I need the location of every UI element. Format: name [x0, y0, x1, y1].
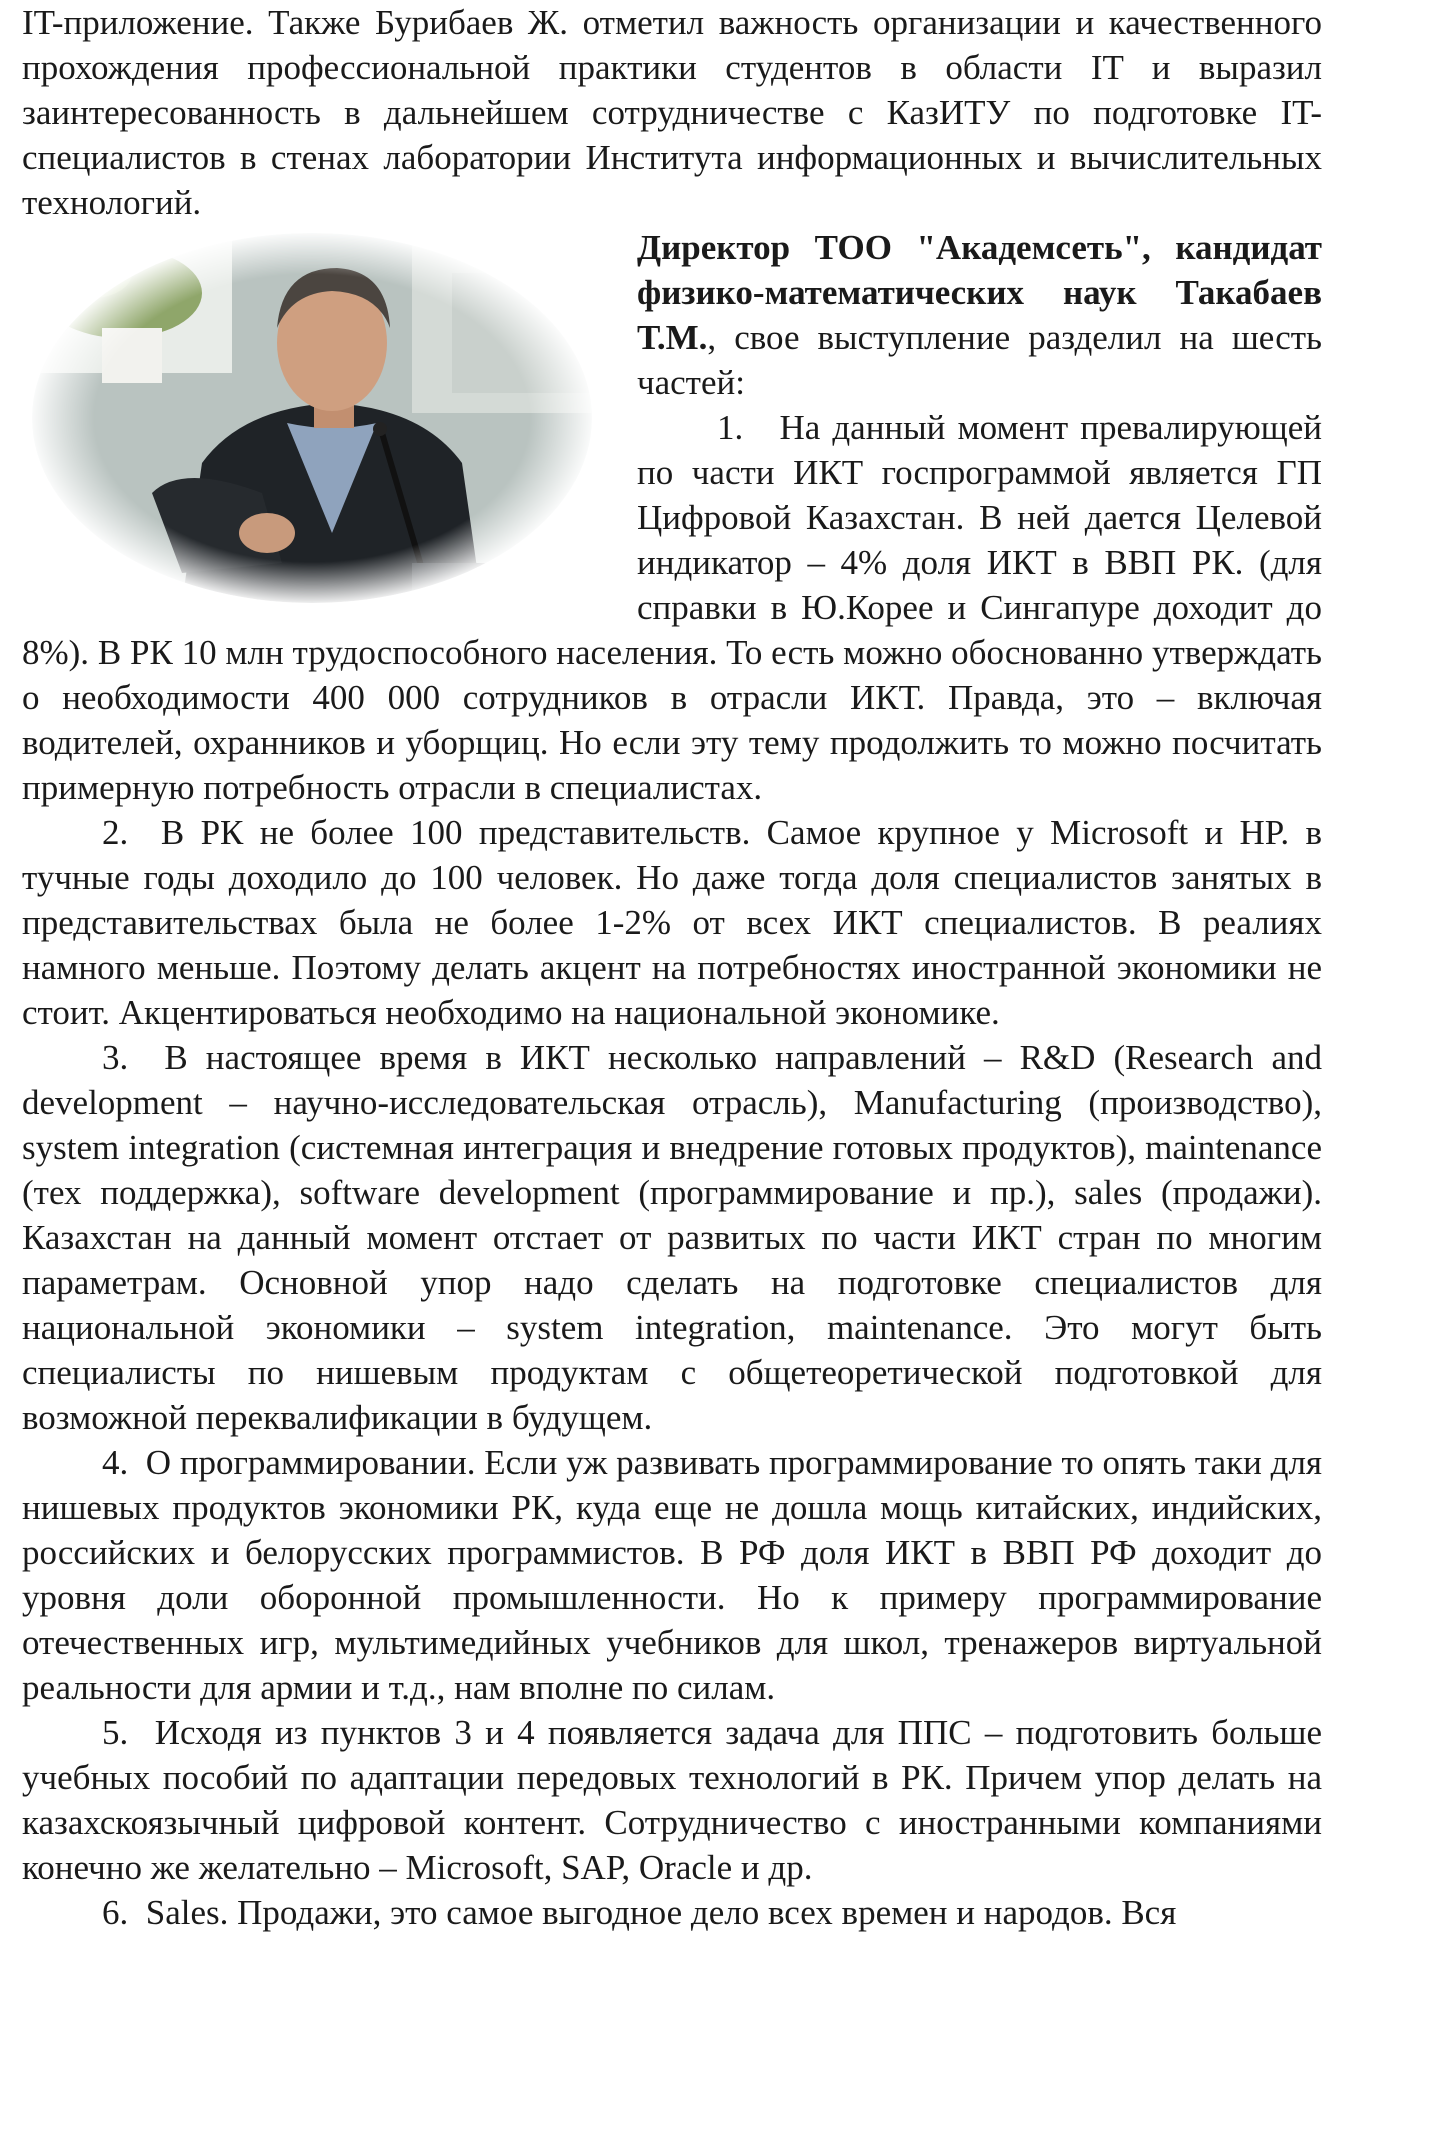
list-item — [22, 1890, 1322, 1935]
list-item-number: 6. — [102, 1893, 129, 1932]
list-item-number: 2. — [102, 813, 129, 852]
list-item — [22, 1710, 1322, 1890]
list-item-number: 3. — [102, 1038, 129, 1077]
list-item-number: 1. — [717, 408, 744, 447]
list-item-text: На данный момент превалирующей по части ИКТ госпрограммой является ГП Цифровой Казахстан. В ней дается Целевой индикатор – 4% доля ИКТ в ВВП РК. (для справки в Ю.Корее и Сингапуре доходит до 8%). В РК 10 млн трудоспособного населения. То есть можно обоснованно утверждать о необходимости 400 000 сотрудников в отрасли ИКТ. Правда, это – включая водителей, охранников и уборщиц. Но если эту тему продолжить то можно посчитать примерную потребность отрасли в специалистах. — [22, 408, 1323, 807]
list-item-number: 4. — [102, 1443, 129, 1482]
speaker-photo — [22, 233, 607, 613]
list-item-number: 5. — [102, 1713, 129, 1752]
intro-paragraph: IT-приложение. Также Бурибаев Ж. отметил важность организации и качественного прохождения профессиональной практики студентов в области IT и выразил заинтересованность в дальнейшем сотрудничестве с КазИТУ по подготовке IT-специалистов в стенах лаборатории Института информационных и вычислительных технологий. — [22, 3, 1322, 222]
list-item-text: Исходя из пунктов 3 и 4 появляется задача для ППС – подготовить больше учебных пособий по адаптации передовых технологий в РК. Причем упор делать на казахскоязычный цифровой контент. Сотрудничество с иностранными компаниями конечно же желательно – Microsoft, SAP, Oracle и др. — [22, 1713, 1323, 1887]
list-item-text: В настоящее время в ИКТ несколько направлений – R&D (Research and development – научно-исследовательская отрасль), Manufacturing (производство), system integration (системная интеграция и внедрение готовых продуктов), maintenance (тех поддержка), software development (программирование и пр.), sales (продажи). Казахстан на данный момент отстает от развитых по части ИКТ стран по многим параметрам. Основной упор надо сделать на подготовке специалистов для национальной экономики – system integration, maintenance. Это могут быть специалисты по нишевым продуктам с общетеоретической подготовкой для возможной переквалификации в будущем. — [22, 1038, 1323, 1437]
list-item-text: В РК не более 100 представительств. Самое крупное у Microsoft и HP. в тучные годы доходило до 100 человек. Но даже тогда доля специалистов занятых в представительствах была не более 1-2% от всех ИКТ специалистов. В реалиях намного меньше. Поэтому делать акцент на потребностях иностранной экономики не стоит. Акцентироваться необходимо на национальной экономике. — [22, 813, 1323, 1032]
list-item-text: О программировании. Если уж развивать программирование то опять таки для нишевых продуктов экономики РК, куда еще не дошла мощь китайских, индийских, российских и белорусских программистов. В РФ доля ИКТ в ВВП РФ доходит до уровня доли оборонной промышленности. Но к примеру программирование отечественных игр, мультимедийных учебников для школ, тренажеров виртуальной реальности для армии и т.д., нам вполне по силам. — [22, 1443, 1323, 1707]
document-page — [22, 0, 1322, 1935]
list-item — [22, 1440, 1322, 1710]
list-item — [22, 810, 1322, 1035]
speaker-intro-rest: , свое выступление разделил на шесть частей: — [637, 318, 1322, 402]
list-item — [22, 1035, 1322, 1440]
speaker-name: Директор ТОО "Академсеть", кандидат физико-математических наук Такабаев Т.М. — [637, 228, 1322, 357]
list-item-text: Sales. Продажи, это самое выгодное дело всех времен и народов. Вся — [145, 1893, 1177, 1932]
